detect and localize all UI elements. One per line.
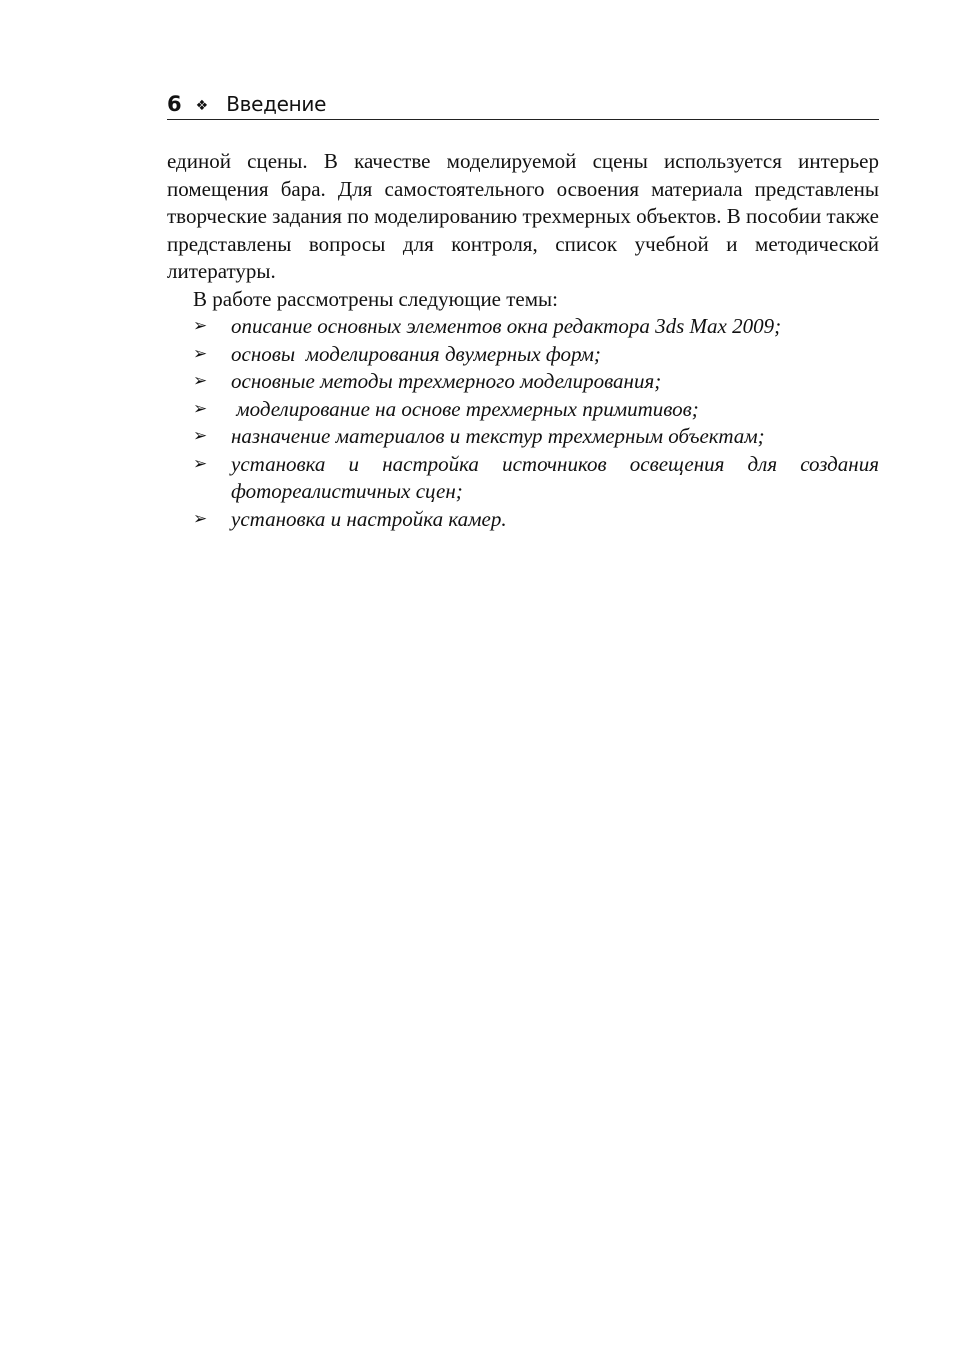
paragraph-intro: единой сцены. В качестве моделируемой сцены используется интерьер помещения бара. Для самостоятельного освоения материала представлены творческие задания по моделированию трехмерных объектов. В пособии также представлены вопросы для контроля, список учебной и методической литературы.: [167, 149, 879, 283]
list-item-text: назначение материалов и текстур трехмерным объектам;: [231, 424, 765, 448]
list-item: [167, 341, 879, 369]
book-page: [167, 88, 879, 533]
arrowhead-bullet-icon: ➢: [193, 343, 208, 364]
paragraph-topics-lead: В работе рассмотрены следующие темы:: [193, 286, 558, 311]
list-item-text: моделирование на основе трехмерных примитивов;: [231, 396, 699, 421]
body-text: [167, 148, 879, 533]
list-item: [167, 506, 879, 534]
diamond-cluster-icon: ❖: [195, 98, 209, 114]
list-item: [167, 368, 879, 396]
arrowhead-bullet-icon: ➢: [193, 371, 208, 391]
list-item-text: основные методы трехмерного моделирования;: [231, 369, 662, 393]
list-item-text: основы моделирования двумерных форм;: [231, 341, 601, 366]
list-item-text: описание основных элементов окна редактора 3ds Max 2009;: [231, 314, 782, 338]
list-item: [167, 313, 879, 341]
page-number: 6: [167, 92, 182, 116]
arrowhead-bullet-icon: ➢: [193, 316, 208, 336]
list-item: [167, 451, 879, 506]
list-item-text: установка и настройка источников освещения для создания фотореалистичных сцен;: [231, 451, 879, 503]
topic-list: [167, 313, 879, 533]
list-item-text: установка и настройка камер.: [231, 506, 507, 531]
running-header: [167, 88, 879, 120]
arrowhead-bullet-icon: ➢: [193, 508, 208, 529]
arrowhead-bullet-icon: ➢: [193, 453, 208, 474]
section-title: Введение: [226, 92, 327, 116]
arrowhead-bullet-icon: ➢: [193, 398, 208, 419]
list-item: [167, 396, 879, 424]
arrowhead-bullet-icon: ➢: [193, 426, 208, 446]
list-item: [167, 423, 879, 451]
